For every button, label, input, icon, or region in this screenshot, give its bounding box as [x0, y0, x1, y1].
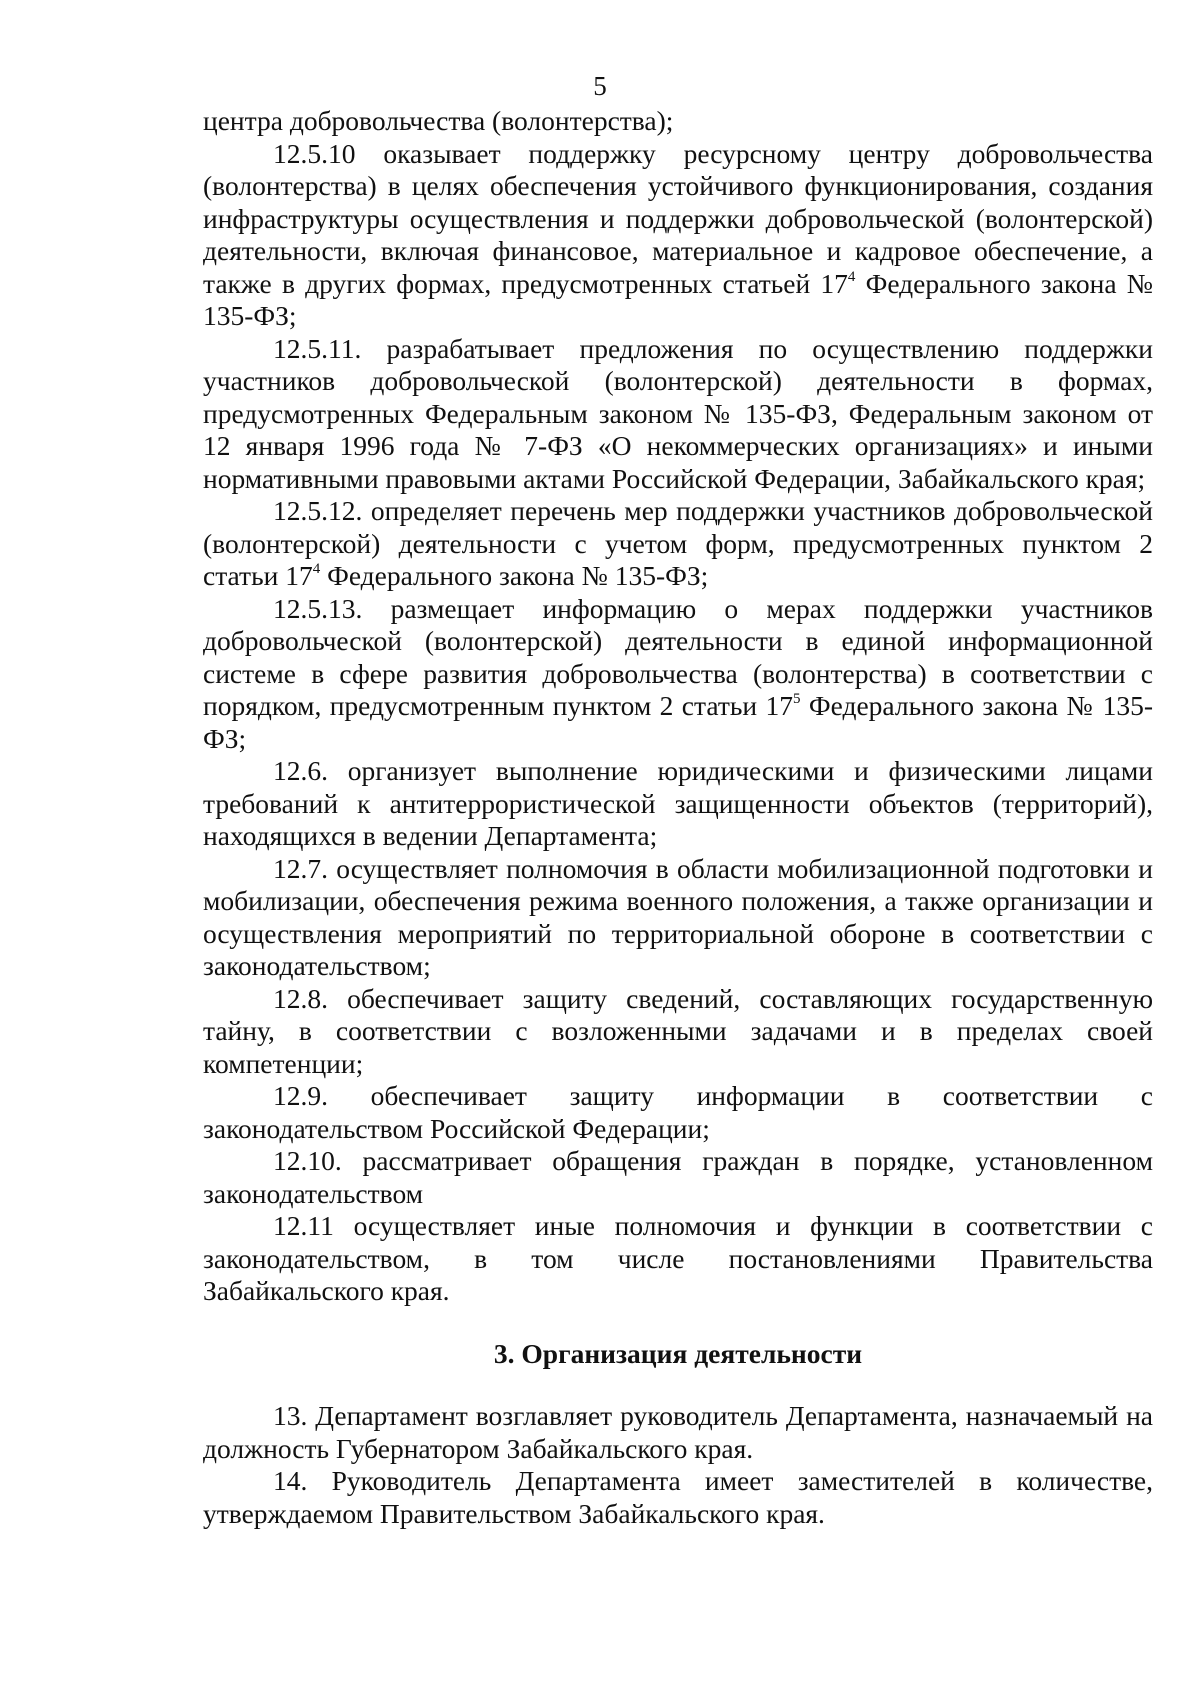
paragraph: 13. Департамент возглавляет руководитель Департамента, назначаемый на должность Губернатором Забайкальского края.	[203, 1400, 1153, 1464]
paragraph: 14. Руководитель Департамента имеет заместителей в количестве, утверждаемом Правительством Забайкальского края.	[203, 1465, 1153, 1529]
paragraph: 12.5.12. определяет перечень мер поддержки участников добровольческой (волонтерской) деятельности с учетом форм, предусмотренных пунктом 2 статьи $17^4$ Федерального закона № 135-ФЗ;	[203, 495, 1153, 591]
paragraph: 12.7. осуществляет полномочия в области мобилизационной подготовки и мобилизации, обеспечения режима военного положения, а также организации и осуществления мероприятий по территориальной обороне в соответствии с законодательством;	[203, 852, 1153, 981]
superscript: 5	[793, 691, 801, 707]
paragraph: 12.9. обеспечивает защиту информации в соответствии с законодательством Российской Федерации;	[203, 1080, 1153, 1144]
paragraph: 12.5.13. размещает информацию о мерах поддержки участников добровольческой (волонтерской) деятельности в единой информационной системе в сфере развития добровольчества (волонтерства) в соответствии с порядком, предусмотренным пунктом 2 статьи $17^5$ Федерального закона № 135-ФЗ;	[203, 592, 1153, 754]
paragraph: 12.5.10 оказывает поддержку ресурсному центру добровольчества (волонтерства) в целях обеспечения устойчивого функционирования, создания инфраструктуры осуществления и поддержки добровольческой (волонтерской) деятельности, включая финансовое, материальное и кадровое обеспечение, а также в других формах, предусмотренных статьей $17^4$ Федерального закона № 135-ФЗ;	[203, 137, 1154, 331]
paragraph: 12.6. организует выполнение юридическими и физическими лицами требований к антитеррористической защищенности объектов (территорий), находящихся в ведении Департамента;	[203, 755, 1153, 851]
document-body	[203, 105, 1153, 1530]
paragraph: 12.8. обеспечивает защиту сведений, составляющих государственную тайну, в соответствии с возложенными задачами и в пределах своей компетенции;	[203, 982, 1153, 1079]
paragraph: 12.11 осуществляет иные полномочия и функции в соответствии с законодательством, в том числе постановлениями Правительства Забайкальского края.	[203, 1210, 1153, 1306]
paragraph: 12.10. рассматривает обращения граждан в порядке, установленном законодательством	[203, 1145, 1153, 1209]
superscript: 4	[847, 268, 856, 285]
superscript: 4	[312, 561, 321, 577]
section-heading: 3. Организация деятельности	[493, 1337, 863, 1369]
paragraph: центра добровольчества (волонтерства);	[203, 105, 674, 136]
page-number: 5	[593, 71, 607, 101]
paragraph: 12.5.11. разрабатывает предложения по осуществлению поддержки участников добровольческой (волонтерской) деятельности в формах, предусмотренных Федеральным законом № 135-ФЗ, Федеральным законом от 12 января 1996 года № 7-ФЗ «О некоммерческих организациях» и иными нормативными правовыми актами Российской Федерации, Забайкальского края;	[203, 332, 1153, 494]
